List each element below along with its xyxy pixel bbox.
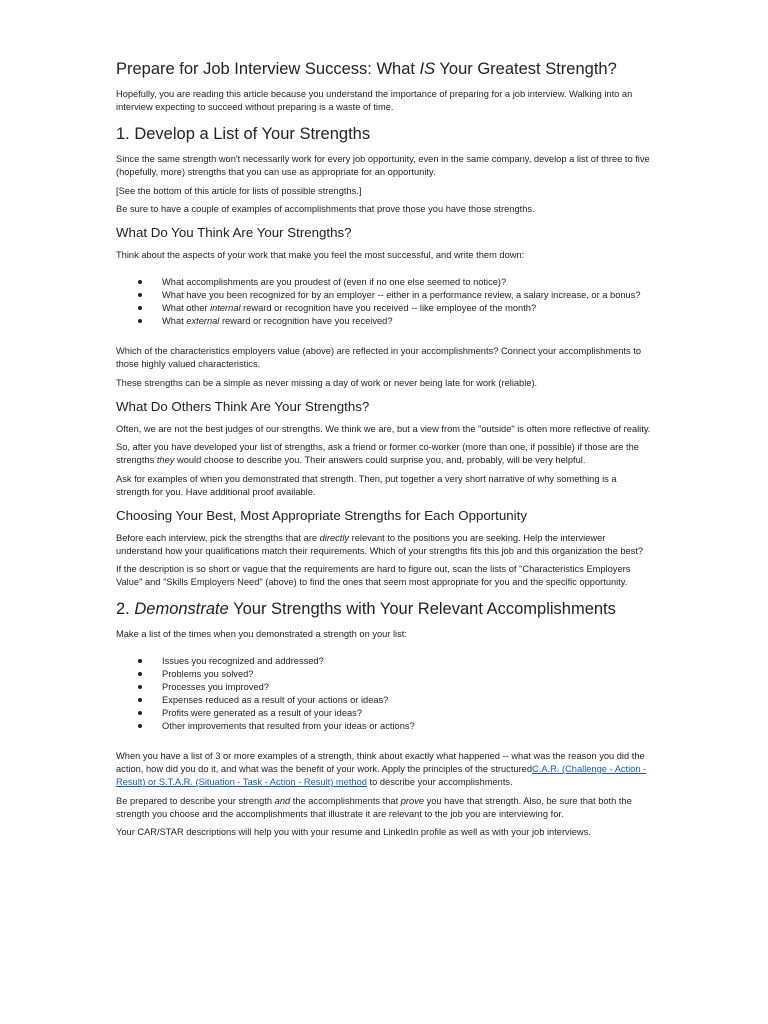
list-item: Other improvements that resulted from your ideas or actions?: [162, 720, 652, 733]
list-item-text: What other: [162, 303, 211, 313]
list-item: Problems you solved?: [162, 668, 652, 681]
intro-paragraph: Hopefully, you are reading this article because you understand the importance of preparing for a job interview. Walking into an interview expecting to succeed without preparing is a waste of time.: [116, 89, 633, 112]
subsection-own-strengths-intro: Think about the aspects of your work that make you feel the most successful, and write them down:: [116, 250, 525, 260]
subsection-own-strengths-paragraph-1: Which of the characteristics employers value (above) are reflected in your accomplishments? Connect your accomplishments to those highly valued characteristics.: [116, 346, 641, 369]
list-item: [162, 315, 652, 328]
paragraph-text: So, after you have developed your list of strengths, ask a friend or former co-worker (more than one, if possible) if those are the strengths: [116, 442, 639, 465]
heading-text: Your Strengths with Your Relevant Accomplishments: [228, 600, 616, 618]
section-2-heading: [116, 598, 652, 620]
section-2-paragraph-1: [116, 750, 652, 789]
heading-emphasis: Demonstrate: [134, 600, 229, 618]
paragraph-emphasis: they: [156, 455, 175, 465]
subsection-choosing-paragraph-1: [116, 532, 652, 558]
list-item: Expenses reduced as a result of your actions or ideas?: [162, 694, 652, 707]
paragraph-emphasis: and: [274, 795, 291, 806]
list-item: Profits were generated as a result of your ideas?: [162, 707, 652, 720]
paragraph-emphasis: prove: [400, 795, 425, 806]
paragraph-text: When you have a list of 3 or more examples of a strength, think about exactly what happened -- what was the reason you did the action, how did you do it, and what was the benefit of your work. Apply the principles of the structured: [116, 751, 645, 774]
paragraph-text: would choose to describe you. Their answers could surprise you, and, probably, will be very helpful.: [174, 455, 586, 465]
subsection-others-paragraph-2: [116, 441, 652, 467]
title-emphasis: IS: [419, 60, 436, 78]
subsection-others-paragraph-3: Ask for examples of when you demonstrated that strength. Then, put together a very short narrative of why something is a strength for you. Have additional proof available.: [116, 473, 617, 497]
list-item-emphasis: external: [186, 316, 220, 326]
list-item: Issues you recognized and addressed?: [162, 655, 652, 668]
title-text-start: Prepare for Job Interview Success: What: [116, 60, 420, 78]
list-item-emphasis: internal: [210, 303, 241, 313]
section-1-heading: 1. Develop a List of Your Strengths: [116, 125, 371, 143]
list-item: What have you been recognized for by an employer -- either in a performance review, a salary increase, or a bonus?: [162, 289, 652, 302]
list-item: What accomplishments are you proudest of (even if no one else seemed to notice)?: [162, 276, 652, 289]
paragraph-text: to describe your accomplishments.: [366, 777, 513, 787]
section-1-paragraph-1: Since the same strength won't necessarily work for every job opportunity, even in the same company, develop a list of three to five (hopefully, more) strengths that you can use as appropriate for an opportunity.: [116, 154, 650, 177]
article-title: [116, 58, 652, 80]
list-item-text: reward or recognition have you received?: [219, 316, 393, 326]
subsection-choosing-paragraph-2: If the description is so short or vague that the requirements are hard to figure out, scan the lists of "Characteristics Employers Value" and "Skills Employers Need" (above) to find the ones that seem most appropriate for you and the specific opportunity.: [116, 564, 631, 587]
section-2-paragraph-3: Your CAR/STAR descriptions will help you with your resume and LinkedIn profile as well as with your job interviews.: [116, 827, 591, 837]
car-star-method-link[interactable]: C.A.R. (Challenge - Action - Result) or S.T.A.R. (Situation - Task - Action - Result) method: [116, 764, 647, 787]
section-1-paragraph-3: Be sure to have a couple of examples of accomplishments that prove those you have those strengths.: [116, 204, 535, 214]
paragraph-text: Be prepared to describe your strength: [116, 795, 275, 806]
subsection-own-strengths-heading: What Do You Think Are Your Strengths?: [116, 225, 352, 240]
paragraph-emphasis: directly: [319, 532, 350, 543]
section-2-intro: Make a list of the times when you demonstrated a strength on your list:: [116, 629, 407, 639]
subsection-others-strengths-heading: What Do Others Think Are Your Strengths?: [116, 398, 370, 414]
section-1-paragraph-2: [See the bottom of this article for lists of possible strengths.]: [116, 185, 362, 196]
own-strengths-list: [116, 276, 652, 328]
subsection-own-strengths-paragraph-2: These strengths can be a simple as never missing a day of work or never being late for work (reliable).: [116, 377, 538, 388]
list-item: [162, 302, 652, 315]
paragraph-text: the accomplishments that: [290, 795, 401, 806]
section-2-paragraph-2: [116, 795, 652, 821]
subsection-others-paragraph-1: Often, we are not the best judges of our strengths. We think we are, but a view from the "outside" is often more reflective of reality.: [116, 423, 651, 434]
list-item-text: What: [162, 316, 187, 326]
article: [116, 58, 652, 845]
title-text-end: Your Greatest Strength?: [435, 60, 617, 78]
list-item-text: reward or recognition have you received -- like employee of the month?: [240, 303, 537, 313]
accomplishments-list: [116, 655, 652, 733]
subsection-choosing-heading: Choosing Your Best, Most Appropriate Strengths for Each Opportunity: [116, 507, 527, 523]
paragraph-text: you have that strength. Also, be sure that both the strength you choose and the accomplishments that illustrate it are relevant to the job you are interviewing for.: [116, 795, 632, 819]
paragraph-text: relevant to the positions you are seeking. Help the interviewer understand how your qualifications match their requirements. Which of your strengths fits this job and this organization the best?: [116, 532, 644, 556]
list-item: Processes you improved?: [162, 681, 652, 694]
paragraph-text: Before each interview, pick the strengths that are: [116, 532, 320, 543]
heading-text: 2.: [116, 600, 135, 618]
